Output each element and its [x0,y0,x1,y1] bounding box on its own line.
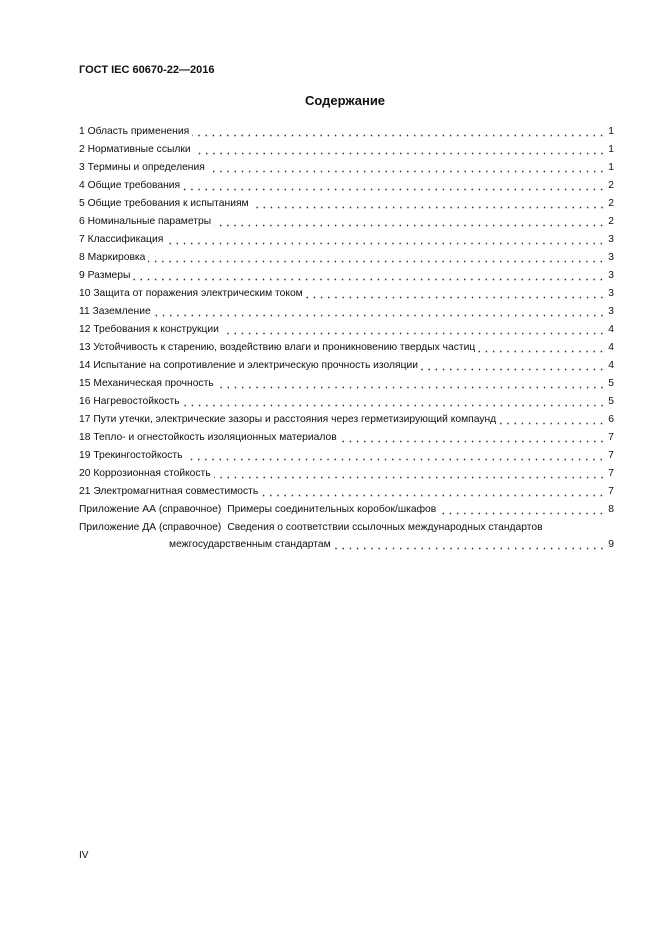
toc-appendix-da-continuation[interactable] [79,535,614,552]
toc-entry-label: 4 Общие требования [79,180,181,191]
dot-leader [183,181,605,191]
page-number: 4 [608,342,614,353]
toc-entry-label: 9 Размеры [79,270,131,281]
toc-appendix-da[interactable] [79,517,614,535]
toc-entry-label: 19 Трекингостойкость [79,450,183,461]
toc-entry[interactable] [79,409,614,427]
toc-entry[interactable] [79,265,614,283]
dot-leader [261,487,605,497]
page-number: 6 [608,414,614,425]
toc-entry-label: 13 Устойчивость к старению, воздействию влаги и проникновению твердых частиц [79,342,476,353]
toc-entry-label: 17 Пути утечки, электрические зазоры и расстояния через герметизирующий компаунд [79,414,497,425]
appendix-title-continuation: межгосударственным стандартам [169,539,331,550]
dot-leader [222,325,605,335]
dot-leader [217,379,606,389]
toc-entry-label: 21 Электромагнитная совместимость [79,486,259,497]
page-title: Содержание [304,93,386,108]
page-number: 9 [608,539,614,550]
toc-entry[interactable] [79,283,614,301]
dot-leader [148,253,605,263]
toc-entry-label: 11 Заземление [79,306,151,317]
toc-entry-label: 7 Классификация [79,234,164,245]
dot-leader [183,397,606,407]
toc-entry[interactable] [79,463,614,481]
toc-entry-label: 20 Коррозионная стойкость [79,468,211,479]
dot-leader [194,145,606,155]
toc-entry[interactable] [79,355,614,373]
toc-entry-label: 1 Область применения [79,126,190,137]
appendix-title: Примеры соединительных коробок/шкафов [227,504,437,515]
toc-entry[interactable] [79,481,614,499]
toc-entry-label: 5 Общие требования к испытаниям [79,198,249,209]
toc-entry-label: 2 Нормативные ссылки [79,144,191,155]
dot-leader [192,127,605,137]
toc-entry[interactable] [79,175,614,193]
dot-leader [208,163,605,173]
toc-entry[interactable] [79,157,614,175]
toc-entry[interactable] [79,373,614,391]
page-number: 8 [608,504,614,515]
page-number: 3 [608,288,614,299]
dot-leader [252,199,606,209]
page-number: 7 [608,432,614,443]
toc-entry-label: 12 Требования к конструкции [79,324,219,335]
toc-entry[interactable] [79,337,614,355]
toc-entry[interactable] [79,445,614,463]
page-number: 5 [608,396,614,407]
appendix-title: Сведения о соответствии ссылочных международных стандартов [227,522,543,533]
toc-entry[interactable] [79,391,614,409]
page-number: 3 [608,270,614,281]
appendix-prefix: Приложение ДА (справочное) [79,522,222,533]
dot-leader [214,469,606,479]
dot-leader [154,307,606,317]
page-number: 2 [608,216,614,227]
page-number: 7 [608,468,614,479]
dot-leader [499,415,605,425]
toc-entry-label: 8 Маркировка [79,252,146,263]
toc-entry[interactable] [79,301,614,319]
table-of-contents [79,121,614,552]
toc-appendix-aa[interactable] [79,499,614,517]
page-number: 2 [608,198,614,209]
toc-entry-label: 14 Испытание на сопротивление и электрическую прочность изоляции [79,360,419,371]
toc-entry[interactable] [79,427,614,445]
page-number-footer: IV [79,850,89,861]
page-number: 3 [608,234,614,245]
toc-entry-label: 15 Механическая прочность [79,378,214,389]
dot-leader [478,343,605,353]
page-number: 2 [608,180,614,191]
page-number: 7 [608,486,614,497]
toc-entry[interactable] [79,247,614,265]
page-number: 5 [608,378,614,389]
page-number: 4 [608,360,614,371]
toc-entry[interactable] [79,319,614,337]
page-number: 7 [608,450,614,461]
page-number: 3 [608,252,614,263]
dot-leader [166,235,605,245]
dot-leader [214,217,605,227]
dot-leader [421,361,605,371]
appendix-prefix: Приложение АА (справочное) [79,504,222,515]
toc-entry[interactable] [79,211,614,229]
toc-entry[interactable] [79,139,614,157]
dot-leader [340,433,606,443]
toc-entry[interactable] [79,121,614,139]
page-number: 1 [608,126,614,137]
page-number: 3 [608,306,614,317]
toc-entry-label: 3 Термины и определения [79,162,205,173]
toc-entry-label: 10 Защита от поражения электрическим током [79,288,303,299]
dot-leader [306,289,606,299]
toc-entry[interactable] [79,193,614,211]
toc-entry[interactable] [79,229,614,247]
dot-leader [334,540,606,550]
page-number: 4 [608,324,614,335]
page-number: 1 [608,144,614,155]
dot-leader [185,451,605,461]
toc-entry-label: 18 Тепло- и огнестойкость изоляционных материалов [79,432,337,443]
toc-entry-label: 6 Номинальные параметры [79,216,212,227]
dot-leader [133,271,605,281]
dot-leader [439,505,605,515]
document-header: ГОСТ IEC 60670-22—2016 [79,64,215,76]
page-number: 1 [608,162,614,173]
toc-entry-label: 16 Нагревостойкость [79,396,180,407]
